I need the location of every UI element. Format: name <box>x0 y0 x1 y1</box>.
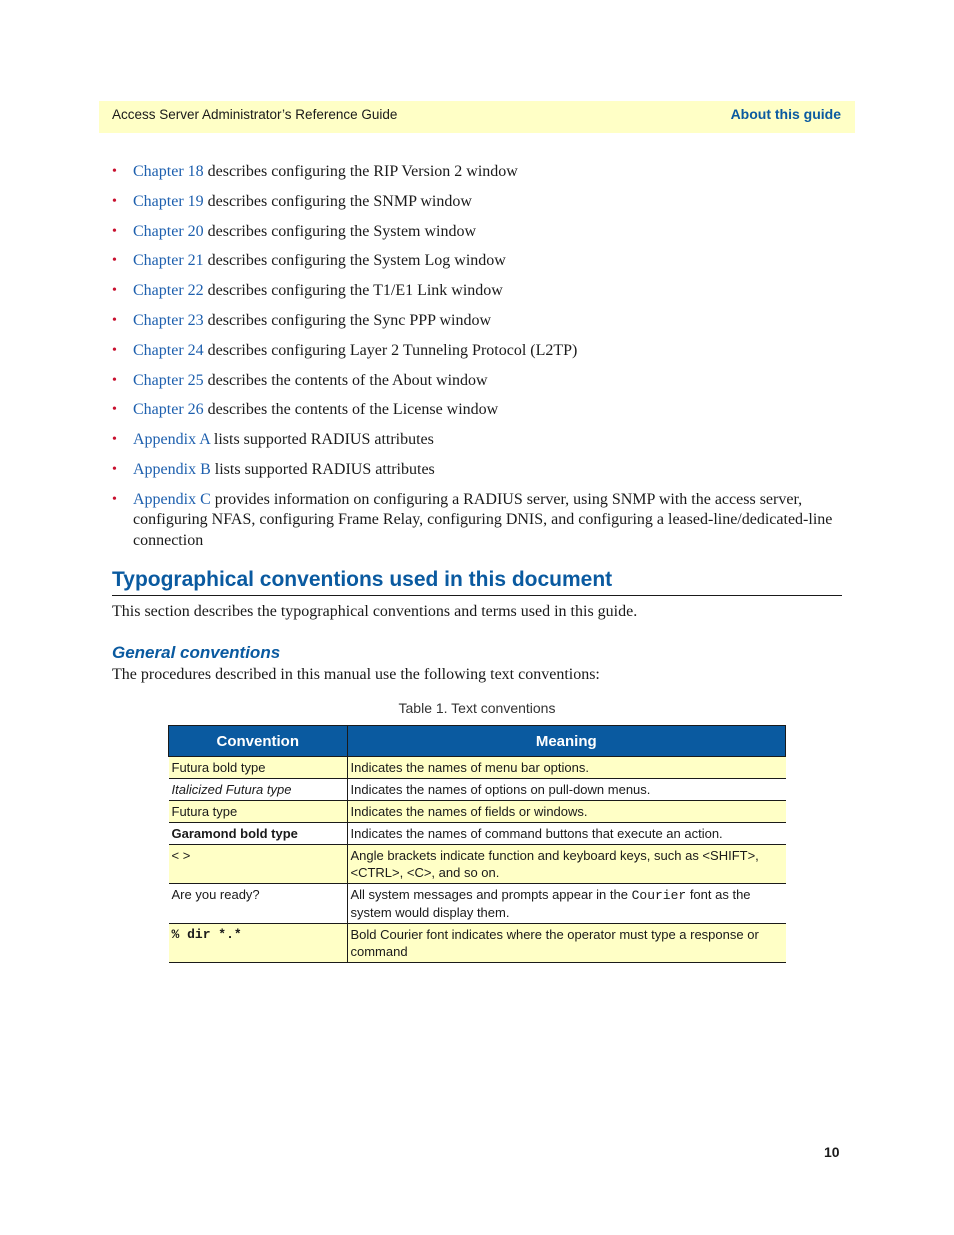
table-caption: Table 1. Text conventions <box>398 700 556 716</box>
bullet-icon: • <box>112 164 117 179</box>
list-item <box>112 460 837 481</box>
header-document-title: Access Server Administrator’s Reference Guide <box>112 107 398 122</box>
list-item-text: describes configuring the Sync PPP window <box>203 311 492 329</box>
chapter-link[interactable]: Chapter 23 <box>133 311 204 329</box>
list-item <box>112 281 837 302</box>
convention-cell: Garamond bold type <box>169 823 348 845</box>
bullet-icon: • <box>112 491 117 507</box>
bullet-icon: • <box>112 223 117 239</box>
list-item-text: describes the contents of the License window <box>203 401 499 419</box>
convention-cell: Are you ready? <box>169 884 348 924</box>
list-item-text: describes configuring the System window <box>203 222 477 240</box>
section-intro: This section describes the typographical conventions and terms used in this guide. <box>112 603 638 620</box>
convention-cell: < > <box>169 845 348 884</box>
convention-cell: Futura bold type <box>169 757 348 779</box>
table-row <box>169 924 786 963</box>
meaning-cell <box>347 884 786 924</box>
convention-cell: % dir *.* <box>169 924 348 963</box>
list-item-text: describes configuring the SNMP window <box>203 192 472 210</box>
list-item-text: provides information on configuring a RADIUS server, using SNMP with the access server, configuring NFAS, configuring Frame Relay, configuring DNIS, and configuring a leased-line/dedicated-line connection <box>133 490 833 549</box>
meaning-text: font as the system would display them. <box>350 887 751 920</box>
chapter-link[interactable]: Chapter 18 <box>133 163 204 180</box>
list-item <box>112 251 837 272</box>
chapter-link[interactable]: Chapter 24 <box>133 341 204 359</box>
section-heading: Typographical conventions used in this document <box>112 568 842 596</box>
meaning-cell: Indicates the names of options on pull-down menus. <box>347 779 786 801</box>
page-number: 10 <box>824 1144 840 1160</box>
chapter-link[interactable]: Chapter 25 <box>133 371 204 389</box>
table-row <box>169 884 786 924</box>
table-row <box>169 757 786 779</box>
subsection-intro: The procedures described in this manual use the following text conventions: <box>112 666 600 683</box>
bullet-icon: • <box>112 372 117 388</box>
meaning-cell: Angle brackets indicate function and keyboard keys, such as <SHIFT>, <CTRL>, <C>, and so on. <box>347 845 786 884</box>
list-item-text: describes configuring the T1/E1 Link window <box>203 282 503 300</box>
chapter-link[interactable]: Chapter 26 <box>133 401 204 419</box>
convention-cell: Italicized Futura type <box>169 779 348 801</box>
bullet-icon: • <box>112 283 117 299</box>
chapter-link[interactable]: Chapter 20 <box>133 222 204 240</box>
appendix-link[interactable]: Appendix A <box>133 431 210 449</box>
meaning-cell: Indicates the names of menu bar options. <box>347 757 786 779</box>
bullet-icon: • <box>112 461 117 477</box>
conventions-table <box>168 725 786 963</box>
table-header-row <box>169 726 786 757</box>
list-item <box>112 311 837 332</box>
appendix-link[interactable]: Appendix C <box>133 490 211 508</box>
column-header-convention: Convention <box>169 726 348 757</box>
meaning-cell: Bold Courier font indicates where the operator must type a response or command <box>347 924 786 963</box>
header-section-link[interactable]: About this guide <box>730 106 841 122</box>
running-header <box>99 101 855 133</box>
list-item-text: describes the contents of the About window <box>203 371 488 389</box>
meaning-cell: Indicates the names of command buttons that execute an action. <box>347 823 786 845</box>
convention-cell: Futura type <box>169 801 348 823</box>
bullet-icon: • <box>112 432 117 448</box>
chapter-link[interactable]: Chapter 19 <box>133 192 204 210</box>
bullet-icon: • <box>112 342 117 358</box>
list-item <box>112 192 837 213</box>
list-item-text: describes configuring the System Log window <box>203 252 506 270</box>
table-row <box>169 801 786 823</box>
bullet-icon: • <box>112 253 117 269</box>
appendix-link[interactable]: Appendix B <box>133 460 211 478</box>
table-row <box>169 845 786 884</box>
meaning-text: All system messages and prompts appear in the <box>350 887 632 902</box>
list-item <box>112 341 837 362</box>
table-row <box>169 779 786 801</box>
list-item-text: describes configuring Layer 2 Tunneling Protocol (L2TP) <box>203 341 578 359</box>
table-row <box>169 823 786 845</box>
list-item <box>112 162 837 183</box>
bullet-icon: • <box>112 312 117 328</box>
list-item <box>112 371 837 392</box>
chapter-list <box>112 162 837 561</box>
list-item <box>112 400 837 421</box>
list-item-text: describes configuring the RIP Version 2 window <box>203 163 518 180</box>
subsection-heading: General conventions <box>112 643 281 662</box>
bullet-icon: • <box>112 193 117 209</box>
column-header-meaning: Meaning <box>347 726 786 757</box>
meaning-cell: Indicates the names of fields or windows. <box>347 801 786 823</box>
bullet-icon: • <box>112 402 117 418</box>
list-item <box>112 490 837 552</box>
chapter-link[interactable]: Chapter 22 <box>133 282 204 300</box>
meaning-mono-text: Courier <box>631 888 687 903</box>
list-item-text: lists supported RADIUS attributes <box>210 460 435 478</box>
list-item-text: lists supported RADIUS attributes <box>209 431 434 449</box>
chapter-link[interactable]: Chapter 21 <box>133 252 204 270</box>
list-item <box>112 430 837 451</box>
list-item <box>112 222 837 243</box>
